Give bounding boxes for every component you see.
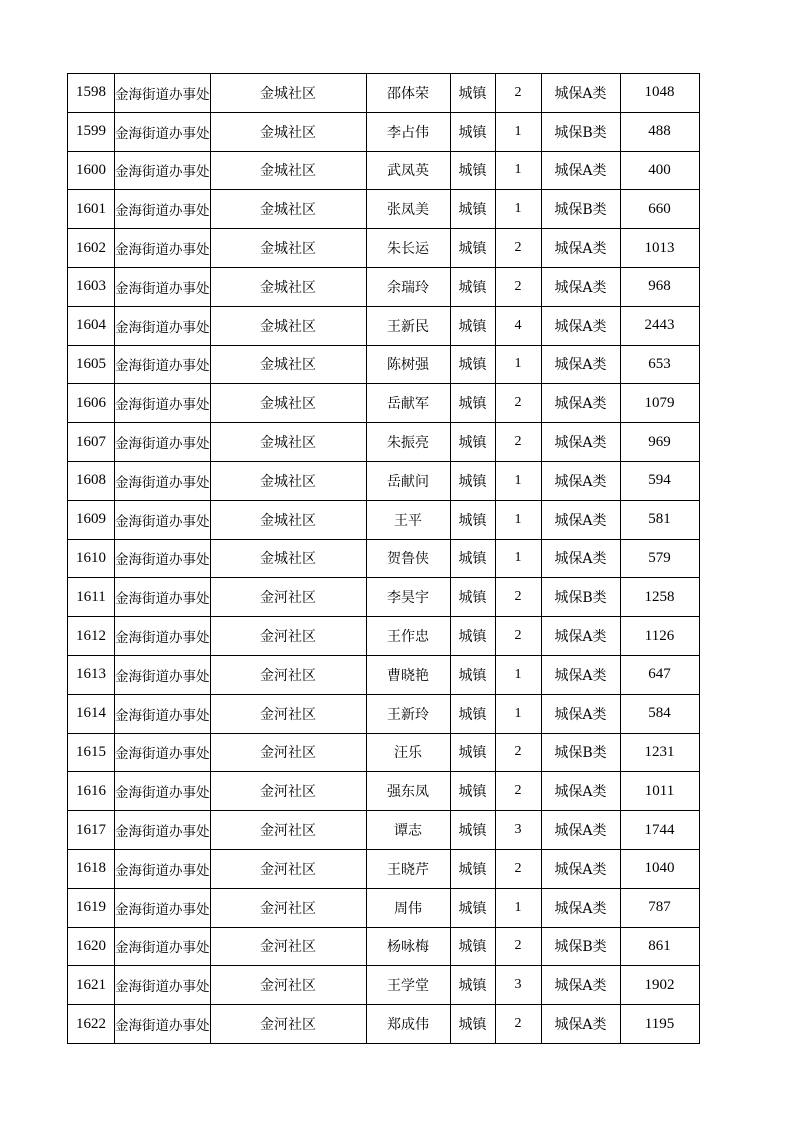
amount-cell: 861 — [620, 927, 699, 966]
category-cell: 城保A类 — [541, 966, 620, 1005]
table-row — [68, 306, 700, 345]
serial-number-cell: 1608 — [68, 461, 115, 500]
member-count-cell: 1 — [495, 539, 541, 578]
category-cell: 城保B类 — [541, 733, 620, 772]
table-row — [68, 229, 700, 268]
serial-number-cell: 1612 — [68, 617, 115, 656]
name-cell: 王新玲 — [366, 694, 450, 733]
amount-cell: 1079 — [620, 384, 699, 423]
table-row — [68, 772, 700, 811]
community-cell: 金河社区 — [210, 849, 366, 888]
office-cell: 金海街道办事处 — [115, 306, 211, 345]
name-cell: 王新民 — [366, 306, 450, 345]
serial-number-cell: 1607 — [68, 423, 115, 462]
community-cell: 金城社区 — [210, 190, 366, 229]
member-count-cell: 2 — [495, 927, 541, 966]
table-row — [68, 849, 700, 888]
amount-cell: 581 — [620, 500, 699, 539]
amount-cell: 1048 — [620, 74, 699, 113]
office-cell: 金海街道办事处 — [115, 190, 211, 229]
household-type-cell: 城镇 — [450, 733, 495, 772]
member-count-cell: 2 — [495, 267, 541, 306]
community-cell: 金河社区 — [210, 733, 366, 772]
category-cell: 城保A类 — [541, 655, 620, 694]
member-count-cell: 3 — [495, 811, 541, 850]
household-type-cell: 城镇 — [450, 190, 495, 229]
office-cell: 金海街道办事处 — [115, 267, 211, 306]
member-count-cell: 1 — [495, 151, 541, 190]
household-type-cell: 城镇 — [450, 966, 495, 1005]
office-cell: 金海街道办事处 — [115, 345, 211, 384]
office-cell: 金海街道办事处 — [115, 1005, 211, 1044]
serial-number-cell: 1614 — [68, 694, 115, 733]
community-cell: 金城社区 — [210, 112, 366, 151]
member-count-cell: 1 — [495, 112, 541, 151]
member-count-cell: 2 — [495, 384, 541, 423]
table-row — [68, 345, 700, 384]
member-count-cell: 2 — [495, 849, 541, 888]
category-cell: 城保A类 — [541, 345, 620, 384]
member-count-cell: 1 — [495, 888, 541, 927]
member-count-cell: 2 — [495, 578, 541, 617]
household-type-cell: 城镇 — [450, 1005, 495, 1044]
table-row — [68, 267, 700, 306]
community-cell: 金城社区 — [210, 539, 366, 578]
serial-number-cell: 1613 — [68, 655, 115, 694]
office-cell: 金海街道办事处 — [115, 461, 211, 500]
relief-roster-table — [67, 73, 700, 1044]
amount-cell: 1744 — [620, 811, 699, 850]
table-row — [68, 617, 700, 656]
member-count-cell: 2 — [495, 229, 541, 268]
serial-number-cell: 1598 — [68, 74, 115, 113]
community-cell: 金河社区 — [210, 1005, 366, 1044]
name-cell: 王作忠 — [366, 617, 450, 656]
community-cell: 金城社区 — [210, 423, 366, 462]
community-cell: 金河社区 — [210, 655, 366, 694]
category-cell: 城保A类 — [541, 694, 620, 733]
category-cell: 城保A类 — [541, 384, 620, 423]
member-count-cell: 2 — [495, 617, 541, 656]
member-count-cell: 2 — [495, 423, 541, 462]
table-body — [68, 74, 700, 1044]
category-cell: 城保A类 — [541, 306, 620, 345]
name-cell: 谭志 — [366, 811, 450, 850]
amount-cell: 1126 — [620, 617, 699, 656]
office-cell: 金海街道办事处 — [115, 423, 211, 462]
office-cell: 金海街道办事处 — [115, 74, 211, 113]
category-cell: 城保A类 — [541, 74, 620, 113]
community-cell: 金城社区 — [210, 384, 366, 423]
category-cell: 城保A类 — [541, 539, 620, 578]
household-type-cell: 城镇 — [450, 151, 495, 190]
serial-number-cell: 1619 — [68, 888, 115, 927]
member-count-cell: 2 — [495, 74, 541, 113]
name-cell: 陈树强 — [366, 345, 450, 384]
community-cell: 金城社区 — [210, 500, 366, 539]
table-row — [68, 423, 700, 462]
serial-number-cell: 1621 — [68, 966, 115, 1005]
member-count-cell: 1 — [495, 694, 541, 733]
member-count-cell: 1 — [495, 345, 541, 384]
category-cell: 城保A类 — [541, 229, 620, 268]
household-type-cell: 城镇 — [450, 578, 495, 617]
category-cell: 城保B类 — [541, 578, 620, 617]
office-cell: 金海街道办事处 — [115, 112, 211, 151]
table-row — [68, 927, 700, 966]
household-type-cell: 城镇 — [450, 617, 495, 656]
table-row — [68, 694, 700, 733]
member-count-cell: 2 — [495, 1005, 541, 1044]
serial-number-cell: 1616 — [68, 772, 115, 811]
office-cell: 金海街道办事处 — [115, 617, 211, 656]
amount-cell: 579 — [620, 539, 699, 578]
table-row — [68, 461, 700, 500]
office-cell: 金海街道办事处 — [115, 655, 211, 694]
office-cell: 金海街道办事处 — [115, 733, 211, 772]
household-type-cell: 城镇 — [450, 927, 495, 966]
community-cell: 金河社区 — [210, 617, 366, 656]
category-cell: 城保B类 — [541, 190, 620, 229]
member-count-cell: 3 — [495, 966, 541, 1005]
amount-cell: 1231 — [620, 733, 699, 772]
table-row — [68, 966, 700, 1005]
serial-number-cell: 1620 — [68, 927, 115, 966]
amount-cell: 1195 — [620, 1005, 699, 1044]
office-cell: 金海街道办事处 — [115, 966, 211, 1005]
community-cell: 金城社区 — [210, 345, 366, 384]
household-type-cell: 城镇 — [450, 772, 495, 811]
amount-cell: 969 — [620, 423, 699, 462]
name-cell: 强东凤 — [366, 772, 450, 811]
community-cell: 金河社区 — [210, 694, 366, 733]
category-cell: 城保A类 — [541, 267, 620, 306]
table-row — [68, 811, 700, 850]
serial-number-cell: 1618 — [68, 849, 115, 888]
name-cell: 邵体荣 — [366, 74, 450, 113]
amount-cell: 1040 — [620, 849, 699, 888]
name-cell: 王学堂 — [366, 966, 450, 1005]
category-cell: 城保A类 — [541, 151, 620, 190]
table-row — [68, 888, 700, 927]
name-cell: 周伟 — [366, 888, 450, 927]
amount-cell: 1258 — [620, 578, 699, 617]
office-cell: 金海街道办事处 — [115, 229, 211, 268]
office-cell: 金海街道办事处 — [115, 811, 211, 850]
category-cell: 城保A类 — [541, 772, 620, 811]
amount-cell: 488 — [620, 112, 699, 151]
community-cell: 金城社区 — [210, 151, 366, 190]
amount-cell: 1902 — [620, 966, 699, 1005]
amount-cell: 400 — [620, 151, 699, 190]
serial-number-cell: 1606 — [68, 384, 115, 423]
name-cell: 武凤英 — [366, 151, 450, 190]
community-cell: 金河社区 — [210, 578, 366, 617]
office-cell: 金海街道办事处 — [115, 694, 211, 733]
amount-cell: 2443 — [620, 306, 699, 345]
table-row — [68, 500, 700, 539]
amount-cell: 584 — [620, 694, 699, 733]
name-cell: 郑成伟 — [366, 1005, 450, 1044]
table-row — [68, 74, 700, 113]
community-cell: 金河社区 — [210, 888, 366, 927]
name-cell: 李昊宇 — [366, 578, 450, 617]
member-count-cell: 1 — [495, 500, 541, 539]
table-row — [68, 1005, 700, 1044]
table-row — [68, 539, 700, 578]
household-type-cell: 城镇 — [450, 888, 495, 927]
community-cell: 金河社区 — [210, 772, 366, 811]
community-cell: 金城社区 — [210, 461, 366, 500]
amount-cell: 968 — [620, 267, 699, 306]
office-cell: 金海街道办事处 — [115, 578, 211, 617]
household-type-cell: 城镇 — [450, 811, 495, 850]
household-type-cell: 城镇 — [450, 229, 495, 268]
amount-cell: 660 — [620, 190, 699, 229]
office-cell: 金海街道办事处 — [115, 539, 211, 578]
amount-cell: 1013 — [620, 229, 699, 268]
household-type-cell: 城镇 — [450, 849, 495, 888]
table-row — [68, 733, 700, 772]
household-type-cell: 城镇 — [450, 461, 495, 500]
office-cell: 金海街道办事处 — [115, 927, 211, 966]
serial-number-cell: 1600 — [68, 151, 115, 190]
serial-number-cell: 1604 — [68, 306, 115, 345]
name-cell: 岳献军 — [366, 384, 450, 423]
category-cell: 城保B类 — [541, 927, 620, 966]
member-count-cell: 1 — [495, 655, 541, 694]
community-cell: 金河社区 — [210, 811, 366, 850]
office-cell: 金海街道办事处 — [115, 151, 211, 190]
amount-cell: 787 — [620, 888, 699, 927]
name-cell: 王平 — [366, 500, 450, 539]
serial-number-cell: 1622 — [68, 1005, 115, 1044]
household-type-cell: 城镇 — [450, 306, 495, 345]
office-cell: 金海街道办事处 — [115, 500, 211, 539]
household-type-cell: 城镇 — [450, 267, 495, 306]
community-cell: 金河社区 — [210, 966, 366, 1005]
member-count-cell: 4 — [495, 306, 541, 345]
category-cell: 城保A类 — [541, 617, 620, 656]
category-cell: 城保A类 — [541, 849, 620, 888]
amount-cell: 1011 — [620, 772, 699, 811]
category-cell: 城保A类 — [541, 423, 620, 462]
serial-number-cell: 1605 — [68, 345, 115, 384]
serial-number-cell: 1601 — [68, 190, 115, 229]
category-cell: 城保A类 — [541, 1005, 620, 1044]
member-count-cell: 2 — [495, 772, 541, 811]
amount-cell: 647 — [620, 655, 699, 694]
member-count-cell: 1 — [495, 190, 541, 229]
office-cell: 金海街道办事处 — [115, 888, 211, 927]
table-row — [68, 384, 700, 423]
table-row — [68, 655, 700, 694]
name-cell: 杨咏梅 — [366, 927, 450, 966]
category-cell: 城保A类 — [541, 888, 620, 927]
serial-number-cell: 1609 — [68, 500, 115, 539]
serial-number-cell: 1611 — [68, 578, 115, 617]
name-cell: 张凤美 — [366, 190, 450, 229]
member-count-cell: 1 — [495, 461, 541, 500]
name-cell: 朱长运 — [366, 229, 450, 268]
table-row — [68, 112, 700, 151]
name-cell: 曹晓艳 — [366, 655, 450, 694]
serial-number-cell: 1603 — [68, 267, 115, 306]
amount-cell: 653 — [620, 345, 699, 384]
community-cell: 金城社区 — [210, 306, 366, 345]
name-cell: 王晓芹 — [366, 849, 450, 888]
household-type-cell: 城镇 — [450, 694, 495, 733]
name-cell: 汪乐 — [366, 733, 450, 772]
community-cell: 金城社区 — [210, 74, 366, 113]
name-cell: 李占伟 — [366, 112, 450, 151]
household-type-cell: 城镇 — [450, 423, 495, 462]
table-row — [68, 151, 700, 190]
serial-number-cell: 1599 — [68, 112, 115, 151]
community-cell: 金城社区 — [210, 229, 366, 268]
category-cell: 城保A类 — [541, 461, 620, 500]
table-row — [68, 578, 700, 617]
serial-number-cell: 1615 — [68, 733, 115, 772]
household-type-cell: 城镇 — [450, 345, 495, 384]
household-type-cell: 城镇 — [450, 74, 495, 113]
household-type-cell: 城镇 — [450, 500, 495, 539]
office-cell: 金海街道办事处 — [115, 849, 211, 888]
name-cell: 贺鲁侠 — [366, 539, 450, 578]
household-type-cell: 城镇 — [450, 655, 495, 694]
name-cell: 岳献问 — [366, 461, 450, 500]
community-cell: 金河社区 — [210, 927, 366, 966]
name-cell: 朱振亮 — [366, 423, 450, 462]
category-cell: 城保A类 — [541, 500, 620, 539]
table-row — [68, 190, 700, 229]
name-cell: 余瑞玲 — [366, 267, 450, 306]
serial-number-cell: 1610 — [68, 539, 115, 578]
household-type-cell: 城镇 — [450, 384, 495, 423]
serial-number-cell: 1617 — [68, 811, 115, 850]
amount-cell: 594 — [620, 461, 699, 500]
community-cell: 金城社区 — [210, 267, 366, 306]
office-cell: 金海街道办事处 — [115, 384, 211, 423]
household-type-cell: 城镇 — [450, 112, 495, 151]
serial-number-cell: 1602 — [68, 229, 115, 268]
member-count-cell: 2 — [495, 733, 541, 772]
household-type-cell: 城镇 — [450, 539, 495, 578]
category-cell: 城保A类 — [541, 811, 620, 850]
office-cell: 金海街道办事处 — [115, 772, 211, 811]
category-cell: 城保B类 — [541, 112, 620, 151]
